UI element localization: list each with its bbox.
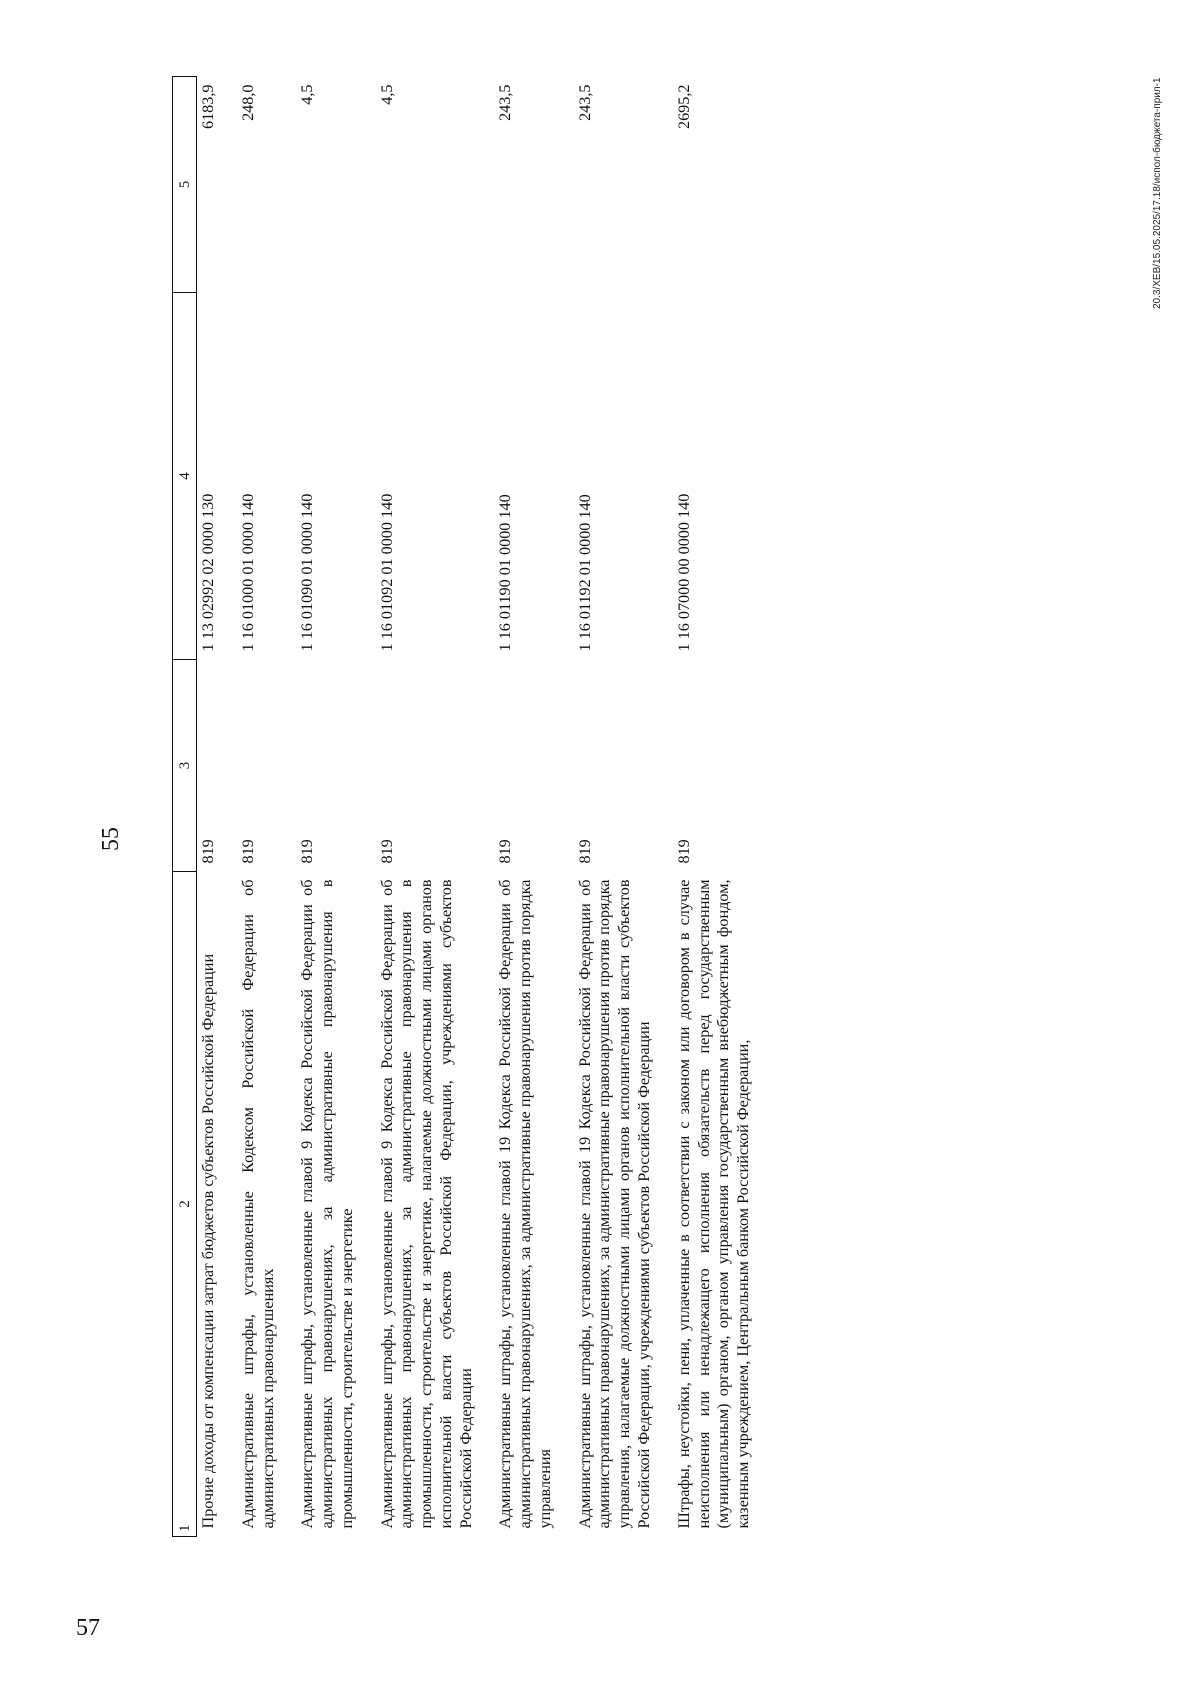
row-budget-code: 1 16 01092 01 0000 140 <box>377 493 396 652</box>
table-row <box>197 77 231 1537</box>
row-admin-code: 819 <box>238 839 257 864</box>
row-budget-code: 1 13 02992 02 0000 130 <box>199 493 217 652</box>
header-col-5: 5 <box>173 77 197 293</box>
table-row <box>568 77 667 1537</box>
revenue-table <box>172 76 766 1537</box>
row-budget-code: 1 16 01090 01 0000 140 <box>298 493 317 652</box>
row-admin-code: 819 <box>674 839 693 864</box>
row-budget-code: 1 16 01000 01 0000 140 <box>238 493 257 652</box>
row-description: Штрафы, неустойки, пени, уплаченные в соответствии с законом или договором в случае неисполнения или ненадлежащего исполнения обязательств перед государственным (муниципальным) органом, органом управления государственным внебюджетным фондом, казенным учреждением, Центральным банком Российской Федерации, <box>674 879 753 1529</box>
row-description: Административные штрафы, установленные главой 9 Кодекса Российской Федерации об административных правонарушениях, за административные правонарушения в промышленности, строительстве и энергетике <box>298 879 356 1529</box>
outer-page-number: 57 <box>76 1615 100 1641</box>
table-row <box>231 77 291 1537</box>
row-budget-code: 1 16 07000 00 0000 140 <box>674 493 693 652</box>
table-row <box>488 77 567 1537</box>
footer-reference: 20.3/ХЕВ/15.05.2025/17.18/испол-бюджета-прил-1 <box>1152 77 1163 309</box>
header-col-3: 3 <box>173 660 197 872</box>
row-description: Административные штрафы, установленные Кодексом Российской Федерации об административных правонарушениях <box>238 879 277 1529</box>
table-row <box>667 77 766 1537</box>
row-amount: 6183,9 <box>199 84 217 130</box>
header-col-4: 4 <box>173 293 197 660</box>
row-admin-code: 819 <box>298 839 317 864</box>
row-amount: 243,5 <box>496 84 515 121</box>
row-admin-code: 819 <box>496 839 515 864</box>
table-body <box>197 77 766 1537</box>
header-col-2: 2 <box>173 872 197 1537</box>
row-amount: 4,5 <box>298 84 317 105</box>
row-admin-code: 819 <box>199 839 217 864</box>
row-budget-code: 1 16 01192 01 0000 140 <box>575 494 594 652</box>
row-description: Административные штрафы, установленные главой 9 Кодекса Российской Федерации об административных правонарушениях, за административные правонарушения в промышленности, строительстве и энергетике, налагаемые должностными лицами органов исполнительной власти субъектов Российской Федерации, учреждениями субъектов Российской Федерации <box>377 879 475 1529</box>
row-amount: 4,5 <box>377 84 396 105</box>
row-budget-code: 1 16 01190 01 0000 140 <box>496 494 515 652</box>
row-amount: 243,5 <box>575 84 594 121</box>
table-row <box>370 77 489 1537</box>
row-description: Прочие доходы от компенсации затрат бюджетов субъектов Российской Федерации <box>199 953 217 1529</box>
row-amount: 2695,2 <box>674 84 693 130</box>
row-amount: 248,0 <box>238 84 257 121</box>
row-admin-code: 819 <box>377 839 396 864</box>
row-admin-code: 819 <box>575 839 594 864</box>
row-description: Административные штрафы, установленные главой 19 Кодекса Российской Федерации об административных правонарушениях, за административные правонарушения против порядка управления, налагаемые должностными лицами органов исполнительной власти субъектов Российской Федерации, учреждениями субъектов Российской Федерации <box>575 879 654 1529</box>
inner-page-number: 55 <box>98 827 124 851</box>
table-header <box>173 77 197 1537</box>
table-row <box>290 77 369 1537</box>
row-description: Административные штрафы, установленные главой 19 Кодекса Российской Федерации об административных правонарушениях, за административные правонарушения против порядка управления <box>496 879 554 1529</box>
table-header-row: 1 2 3 4 5 <box>173 77 197 1537</box>
